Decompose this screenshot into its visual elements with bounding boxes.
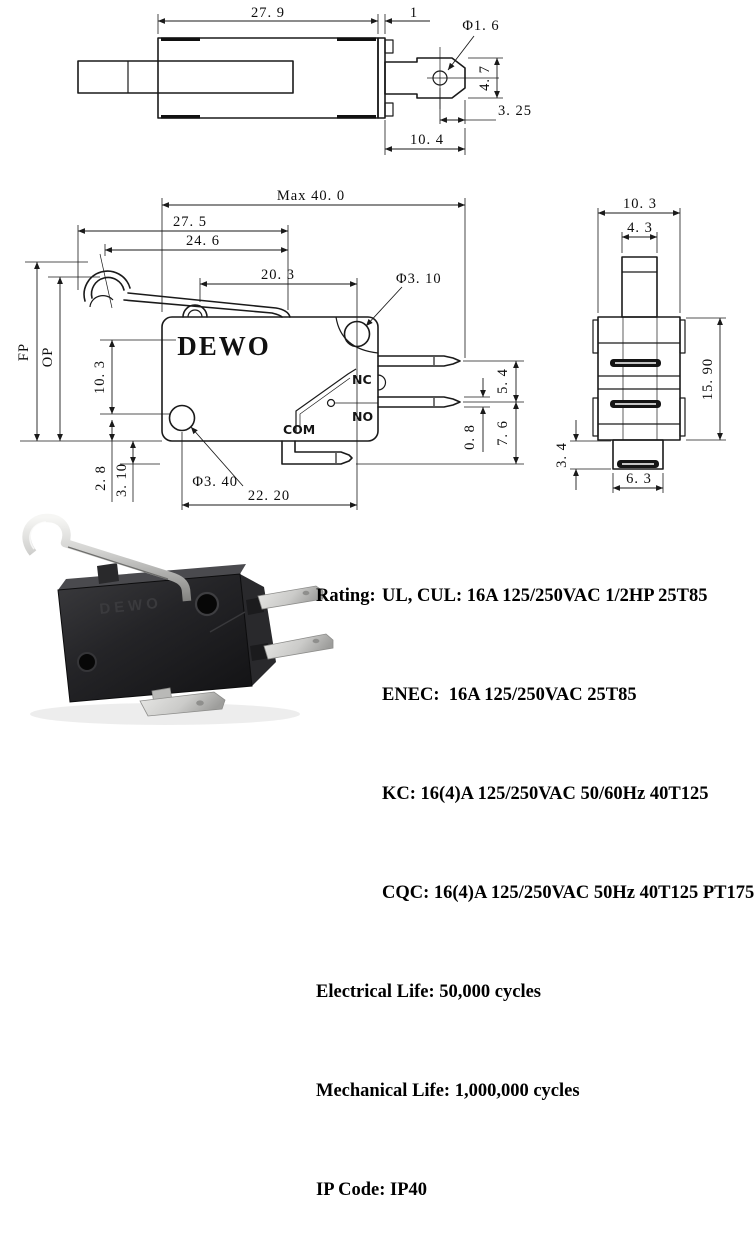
terminal-nc bbox=[378, 356, 460, 366]
dim-hole-to-tip: 3. 25 bbox=[498, 103, 532, 119]
dim-no-to-bottom: 7. 6 bbox=[495, 420, 511, 446]
label-com: COM bbox=[283, 422, 316, 437]
dim-nc-no-gap: 5. 4 bbox=[495, 368, 511, 394]
label-op: OP bbox=[40, 346, 56, 368]
photo-embossed-brand: DEWO bbox=[98, 594, 163, 618]
rating-label: Rating: bbox=[316, 586, 376, 606]
top-view-drawing bbox=[78, 5, 532, 155]
top-view-lever bbox=[78, 61, 293, 93]
side-view-drawing bbox=[554, 196, 726, 493]
dim-side-height: 15. 90 bbox=[700, 357, 716, 401]
dim-lever-length: 27. 5 bbox=[173, 214, 207, 230]
photo-plunger bbox=[97, 563, 119, 584]
terminal-com bbox=[282, 441, 352, 464]
photo-body-front-face bbox=[58, 574, 252, 702]
rating-cqc: CQC: 16(4)A 125/250VAC 50Hz 40T125 PT175 bbox=[382, 883, 754, 903]
dim-plunger-width: 4. 3 bbox=[627, 220, 653, 236]
dim-holes-horizontal: 22. 20 bbox=[247, 488, 291, 504]
rating-enec: ENEC: 16A 125/250VAC 25T85 bbox=[382, 685, 637, 705]
dim-lever-inner: 24. 6 bbox=[186, 233, 220, 249]
label-fp: FP bbox=[16, 342, 32, 362]
spec-line-rating bbox=[316, 580, 748, 613]
dim-side-width: 10. 3 bbox=[623, 196, 657, 212]
spec-ip-code: IP Code: IP40 bbox=[316, 1180, 427, 1200]
dim-top-hole-dia: Φ3. 10 bbox=[396, 271, 442, 287]
photo-mounting-hole-bottom bbox=[78, 653, 96, 671]
side-plunger bbox=[622, 257, 657, 317]
rating-kc: KC: 16(4)A 125/250VAC 50/60Hz 40T125 bbox=[382, 784, 709, 804]
dim-max-length: Max 40. 0 bbox=[276, 188, 346, 204]
dim-plate-offset: 1 bbox=[409, 5, 419, 21]
top-view-body bbox=[158, 38, 378, 118]
dim-bottom-term-height: 3. 4 bbox=[554, 442, 570, 468]
spec-mechanical-life: Mechanical Life: 1,000,000 cycles bbox=[316, 1081, 580, 1101]
top-view-edge-marks bbox=[161, 39, 376, 117]
dim-terminal-thickness: 0. 8 bbox=[462, 424, 478, 450]
mounting-hole-bottom bbox=[170, 406, 195, 431]
lever bbox=[84, 254, 290, 317]
dim-bottom-term-width: 6. 3 bbox=[626, 471, 652, 487]
dim-base-offset-2: 3. 10 bbox=[114, 463, 130, 497]
photo-mounting-hole-top bbox=[196, 593, 218, 615]
label-nc: NC bbox=[352, 372, 372, 387]
brand-logo: DEWO bbox=[177, 331, 271, 361]
dim-holes-vertical: 10. 3 bbox=[92, 360, 108, 394]
dim-terminal-width: 4. 7 bbox=[477, 65, 493, 91]
dim-bottom-hole-dia: Φ3. 40 bbox=[192, 474, 238, 490]
spec-electrical-life: Electrical Life: 50,000 cycles bbox=[316, 982, 541, 1002]
rating-ul-cul: UL, CUL: 16A 125/250VAC 1/2HP 25T85 bbox=[382, 586, 708, 606]
terminal-slots bbox=[610, 359, 661, 408]
dim-base-offset-1: 2. 8 bbox=[93, 465, 109, 491]
label-no: NO bbox=[352, 409, 374, 424]
terminal-no bbox=[378, 397, 460, 407]
side-body bbox=[598, 317, 680, 440]
front-view-drawing bbox=[16, 188, 524, 510]
product-photo bbox=[27, 518, 333, 725]
specs-panel bbox=[316, 514, 754, 1240]
dim-hole-dia: Φ1. 6 bbox=[462, 18, 500, 34]
dim-body-length: 27. 9 bbox=[251, 5, 285, 21]
dim-plunger-to-hole: 20. 3 bbox=[261, 267, 295, 283]
dim-terminal-length: 10. 4 bbox=[410, 132, 444, 148]
